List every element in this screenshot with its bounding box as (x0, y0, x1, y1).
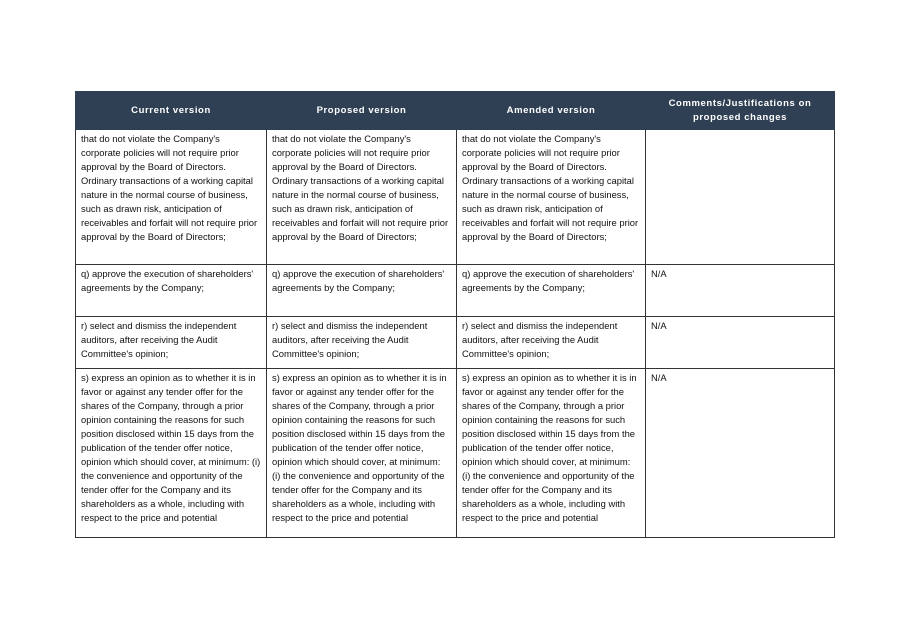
cell-text: r) select and dismiss the independent auditors, after receiving the Audit Committee's opinion; (81, 320, 237, 359)
cell-current (76, 265, 267, 317)
cell-proposed (267, 317, 457, 369)
cell-text: N/A (651, 268, 667, 279)
cell-proposed (267, 130, 457, 265)
cell-comments (646, 265, 835, 317)
cell-current (76, 130, 267, 265)
comparison-table (75, 91, 835, 538)
cell-text: that do not violate the Company's corporate policies will not require prior approval by the Board of Directors. Ordinary transactions of a working capital nature in the normal course of business, such as drawn risk, anticipation of receivables and forfait will not require prior approval by the Board of Directors; (462, 133, 639, 242)
table-row (76, 369, 835, 538)
table-row (76, 317, 835, 369)
cell-text: s) express an opinion as to whether it is in favor or against any tender offer for the shares of the Company, through a prior opinion containing the reasons for such position disclosed within 15 days from the publication of the tender offer notice, opinion which should cover, at minimum: (i) the convenience and opportunity of the tender offer for the Company and its shareholders as a whole, including with respect to the price and potential (462, 372, 637, 523)
header-current-version: Current version (76, 92, 267, 130)
header-proposed-version: Proposed version (267, 92, 457, 130)
header-comments: Comments/Justifications on proposed changes (646, 92, 835, 130)
cell-text: q) approve the execution of shareholders' agreements by the Company; (81, 268, 254, 293)
cell-text: N/A (651, 372, 667, 383)
cell-text: N/A (651, 320, 667, 331)
cell-text: that do not violate the Company's corporate policies will not require prior approval by the Board of Directors. Ordinary transactions of a working capital nature in the normal course of business, such as drawn risk, anticipation of receivables and forfait will not require prior approval by the Board of Directors; (272, 133, 449, 242)
cell-amended (457, 265, 646, 317)
cell-current (76, 369, 267, 538)
cell-text: that do not violate the Company's corporate policies will not require prior approval by the Board of Directors. Ordinary transactions of a working capital nature in the normal course of business, such as drawn risk, anticipation of receivables and forfait will not require prior approval by the Board of Directors; (81, 133, 258, 242)
cell-current (76, 317, 267, 369)
cell-proposed (267, 265, 457, 317)
cell-amended (457, 369, 646, 538)
table-header-row (76, 92, 835, 130)
cell-text: s) express an opinion as to whether it is in favor or against any tender offer for the shares of the Company, through a prior opinion containing the reasons for such position disclosed within 15 days from the publication of the tender offer notice, opinion which should cover, at minimum: (i) the convenience and opportunity of the tender offer for the Company and its shareholders as a whole, including with respect to the price and potential (81, 372, 261, 523)
cell-amended (457, 130, 646, 265)
cell-comments (646, 317, 835, 369)
cell-text: q) approve the execution of shareholders' agreements by the Company; (272, 268, 445, 293)
cell-comments (646, 369, 835, 538)
cell-text: s) express an opinion as to whether it is in favor or against any tender offer for the shares of the Company, through a prior opinion containing the reasons for such position disclosed within 15 days from the publication of the tender offer notice, opinion which should cover, at minimum: (i) the convenience and opportunity of the tender offer for the Company and its shareholders as a whole, including with respect to the price and potential (272, 372, 447, 523)
table-row (76, 265, 835, 317)
table-row (76, 130, 835, 265)
cell-proposed (267, 369, 457, 538)
header-amended-version: Amended version (457, 92, 646, 130)
cell-text: r) select and dismiss the independent auditors, after receiving the Audit Committee's opinion; (272, 320, 428, 359)
cell-text: q) approve the execution of shareholders' agreements by the Company; (462, 268, 635, 293)
cell-comments (646, 130, 835, 265)
cell-text: r) select and dismiss the independent auditors, after receiving the Audit Committee's opinion; (462, 320, 618, 359)
cell-amended (457, 317, 646, 369)
